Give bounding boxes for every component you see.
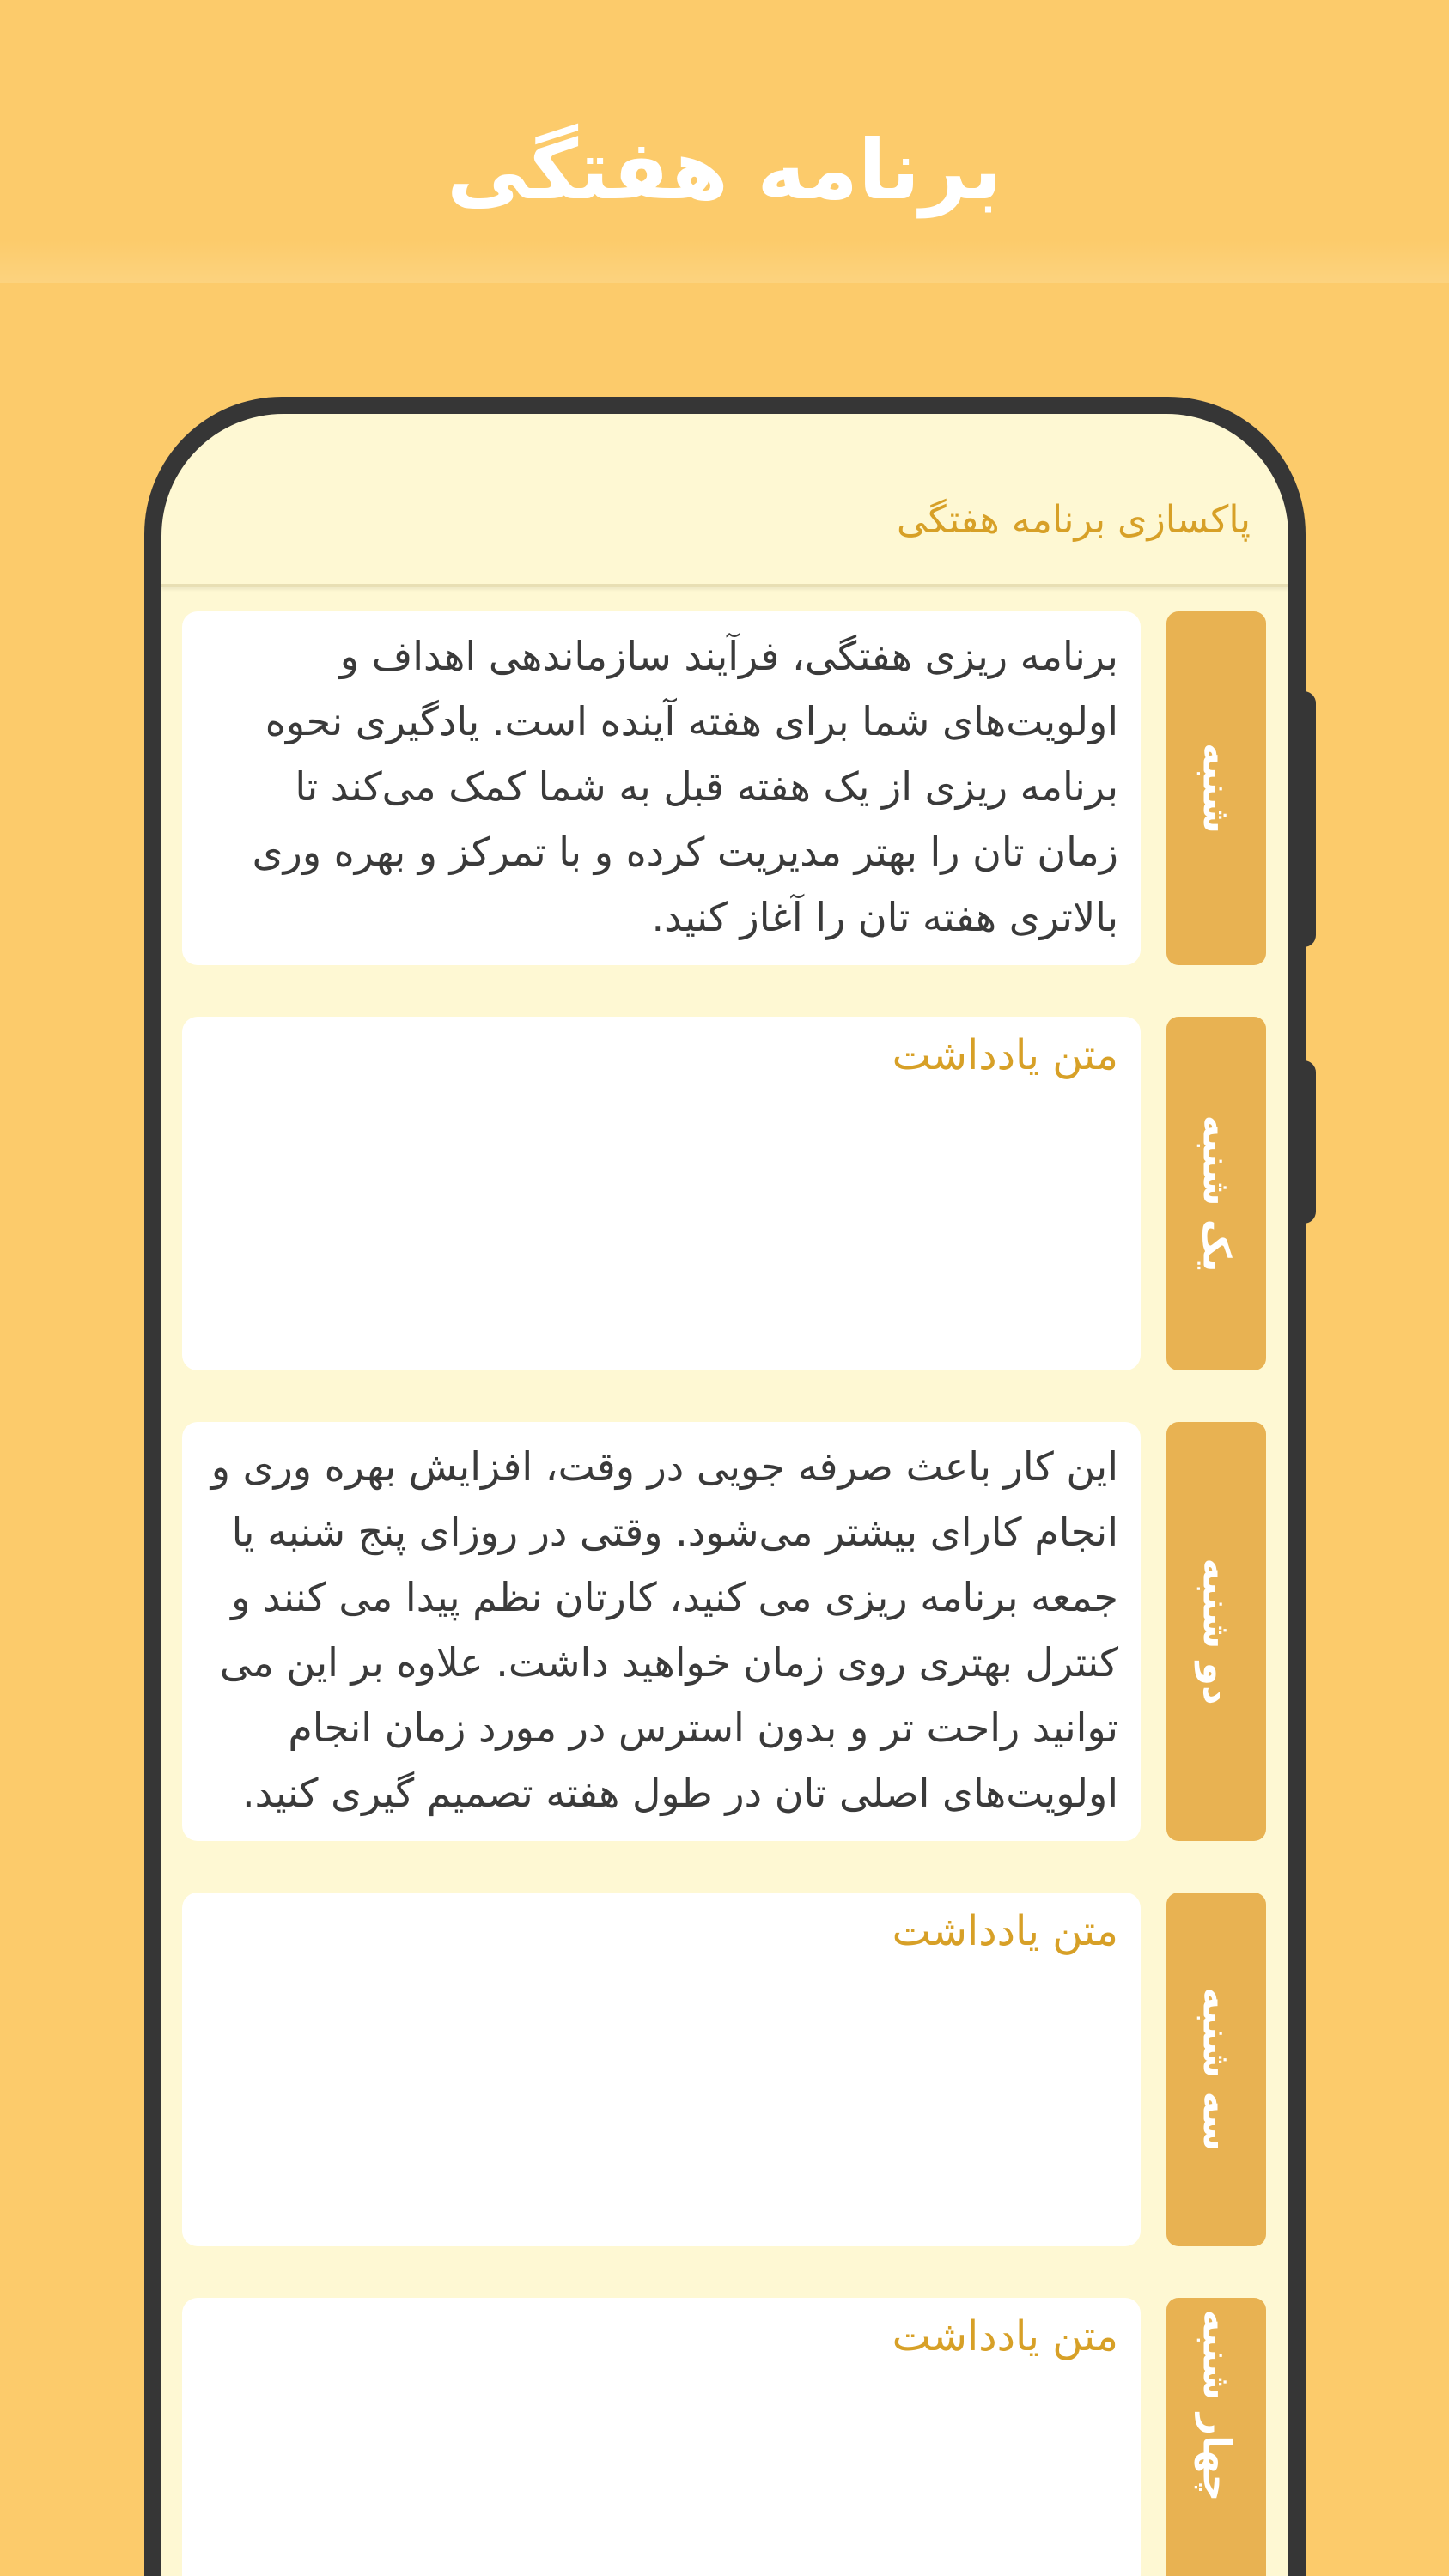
day-label-wednesday: چهار شنبه [1194,2309,1239,2502]
day-row-sunday [182,1017,1266,1370]
note-sunday[interactable]: متن یادداشت [182,1017,1141,1370]
note-wednesday[interactable]: متن یادداشت [182,2298,1141,2576]
phone-frame [144,397,1306,2576]
day-row-monday [182,1422,1266,1841]
day-row-wednesday [182,2298,1266,2576]
day-tab-wednesday[interactable] [1166,2298,1266,2576]
day-tab-sunday[interactable] [1166,1017,1266,1370]
day-tab-saturday[interactable] [1166,611,1266,965]
top-header [0,0,1449,283]
note-monday[interactable]: این کار باعث صرفه جویی در وقت، افزایش بهره وری و انجام کارای بیشتر می‌شود. وقتی در روزای پنج شنبه یا جمعه برنامه ریزی می کنید، کارتان نظم پیدا می کنند و کنترل بهتری روی زمان خواهید داشت. علاوه بر این می توانید راحت تر و بدون استرس در مورد زمان انجام اولویت‌های اصلی تان در طول هفته تصمیم گیری کنید. [182,1422,1141,1841]
day-label-saturday: شنبه [1194,743,1239,834]
screen-header [161,414,1288,587]
day-label-sunday: یک شنبه [1194,1115,1239,1273]
day-tab-monday[interactable] [1166,1422,1266,1841]
day-tab-tuesday[interactable] [1166,1893,1266,2246]
note-tuesday[interactable]: متن یادداشت [182,1893,1141,2246]
day-row-saturday [182,611,1266,965]
page-title: برنامه هفتگی [447,122,1002,218]
note-saturday[interactable]: برنامه ریزی هفتگی، فرآیند سازماندهی اهداف و اولویت‌های شما برای هفته آینده است. یادگیری نحوه برنامه ریزی از یک هفته قبل به شما کمک می‌کند تا زمان تان را بهتر مدیریت کرده و با تمرکز و بهره وری بالاتری هفته تان را آغاز کنید. [182,611,1141,965]
clear-weekly-plan-button[interactable]: پاکسازی برنامه هفتگی [897,498,1251,542]
day-label-monday: دو شنبه [1194,1558,1239,1705]
day-row-tuesday [182,1893,1266,2246]
phone-screen [161,414,1288,2576]
day-label-tuesday: سه شنبه [1194,1987,1239,2152]
